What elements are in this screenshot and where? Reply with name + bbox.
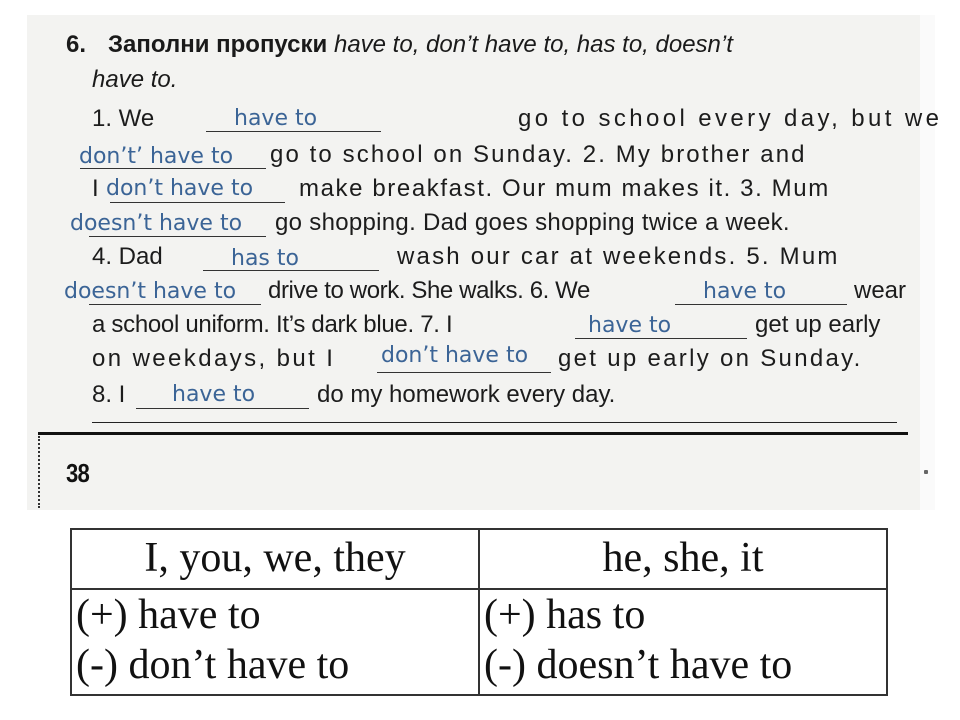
- line-text: go to school every day, but we: [518, 105, 943, 132]
- table-header: I, you, we, they: [71, 529, 479, 589]
- blank-10[interactable]: [136, 408, 309, 409]
- line-text: on weekdays, but I: [92, 345, 336, 372]
- blank-9[interactable]: [377, 372, 551, 373]
- grammar-table: [70, 528, 888, 696]
- perforation-dots: [38, 436, 40, 508]
- answer-8[interactable]: have to: [588, 313, 672, 338]
- blank-1[interactable]: [206, 131, 381, 132]
- answer-2[interactable]: don’t’ have to: [79, 144, 234, 169]
- line-text: get up early on Sunday.: [558, 345, 863, 372]
- blank-4[interactable]: [89, 236, 266, 237]
- blank-3[interactable]: [110, 202, 285, 203]
- exercise-options-cont: [92, 66, 177, 94]
- page-number: 38: [66, 458, 89, 488]
- table-cell: [71, 589, 479, 695]
- line-text: 1. We: [92, 105, 155, 132]
- scan-speck: [924, 470, 928, 474]
- exercise-options: have to, don’t have to, has to, doesn’t: [327, 31, 733, 58]
- affirmative-form: (+) has to: [484, 592, 646, 638]
- answer-4[interactable]: doesn’t have to: [70, 211, 243, 236]
- answer-7[interactable]: have to: [703, 279, 787, 304]
- answer-3[interactable]: don’t have to: [106, 176, 254, 201]
- line-text: 4. Dad: [92, 243, 163, 270]
- blank-7[interactable]: [675, 304, 847, 305]
- sentence-line-5: [92, 240, 914, 274]
- table-header-row: [71, 529, 887, 589]
- line-text: wash our car at weekends. 5. Mum: [397, 243, 840, 270]
- table-cell: [479, 589, 887, 695]
- answer-10[interactable]: have to: [172, 382, 256, 407]
- scan-edge: [920, 15, 935, 510]
- negative-form: (-) don’t have to: [76, 642, 350, 688]
- exercise-instruction: Заполни пропуски: [108, 31, 328, 58]
- line-text: go to school on Sunday. 2. My brother and: [270, 141, 807, 168]
- page-footer-rule: [38, 432, 908, 435]
- line-text: a school uniform. It’s dark blue. 7. I: [92, 311, 453, 338]
- sentence-line-7: [92, 308, 914, 342]
- blank-8[interactable]: [575, 338, 747, 339]
- table-header: he, she, it: [479, 529, 887, 589]
- line-text: 8. I: [92, 381, 126, 408]
- affirmative-form: (+) have to: [76, 592, 261, 638]
- line-text: do my homework every day.: [317, 381, 616, 408]
- line-text: I: [92, 175, 99, 202]
- answer-6[interactable]: doesn’t have to: [64, 279, 237, 304]
- line-text: make breakfast. Our mum makes it. 3. Mum: [299, 175, 830, 202]
- line-text: drive to work. She walks. 6. We: [268, 277, 590, 304]
- exercise-title: [66, 31, 733, 59]
- line-text: wear: [854, 277, 907, 304]
- answer-5[interactable]: has to: [231, 246, 299, 271]
- exercise-options-line2: have to.: [92, 66, 178, 93]
- table-row: [71, 589, 887, 695]
- blank-6[interactable]: [89, 304, 261, 305]
- line-text: get up early: [755, 311, 881, 338]
- answer-1[interactable]: have to: [234, 106, 318, 131]
- exercise-number: 6.: [66, 31, 87, 58]
- divider-line: [92, 422, 897, 423]
- negative-form: (-) doesn’t have to: [484, 642, 793, 688]
- line-text: go shopping. Dad goes shopping twice a week.: [275, 209, 790, 236]
- answer-9[interactable]: don’t have to: [381, 343, 529, 368]
